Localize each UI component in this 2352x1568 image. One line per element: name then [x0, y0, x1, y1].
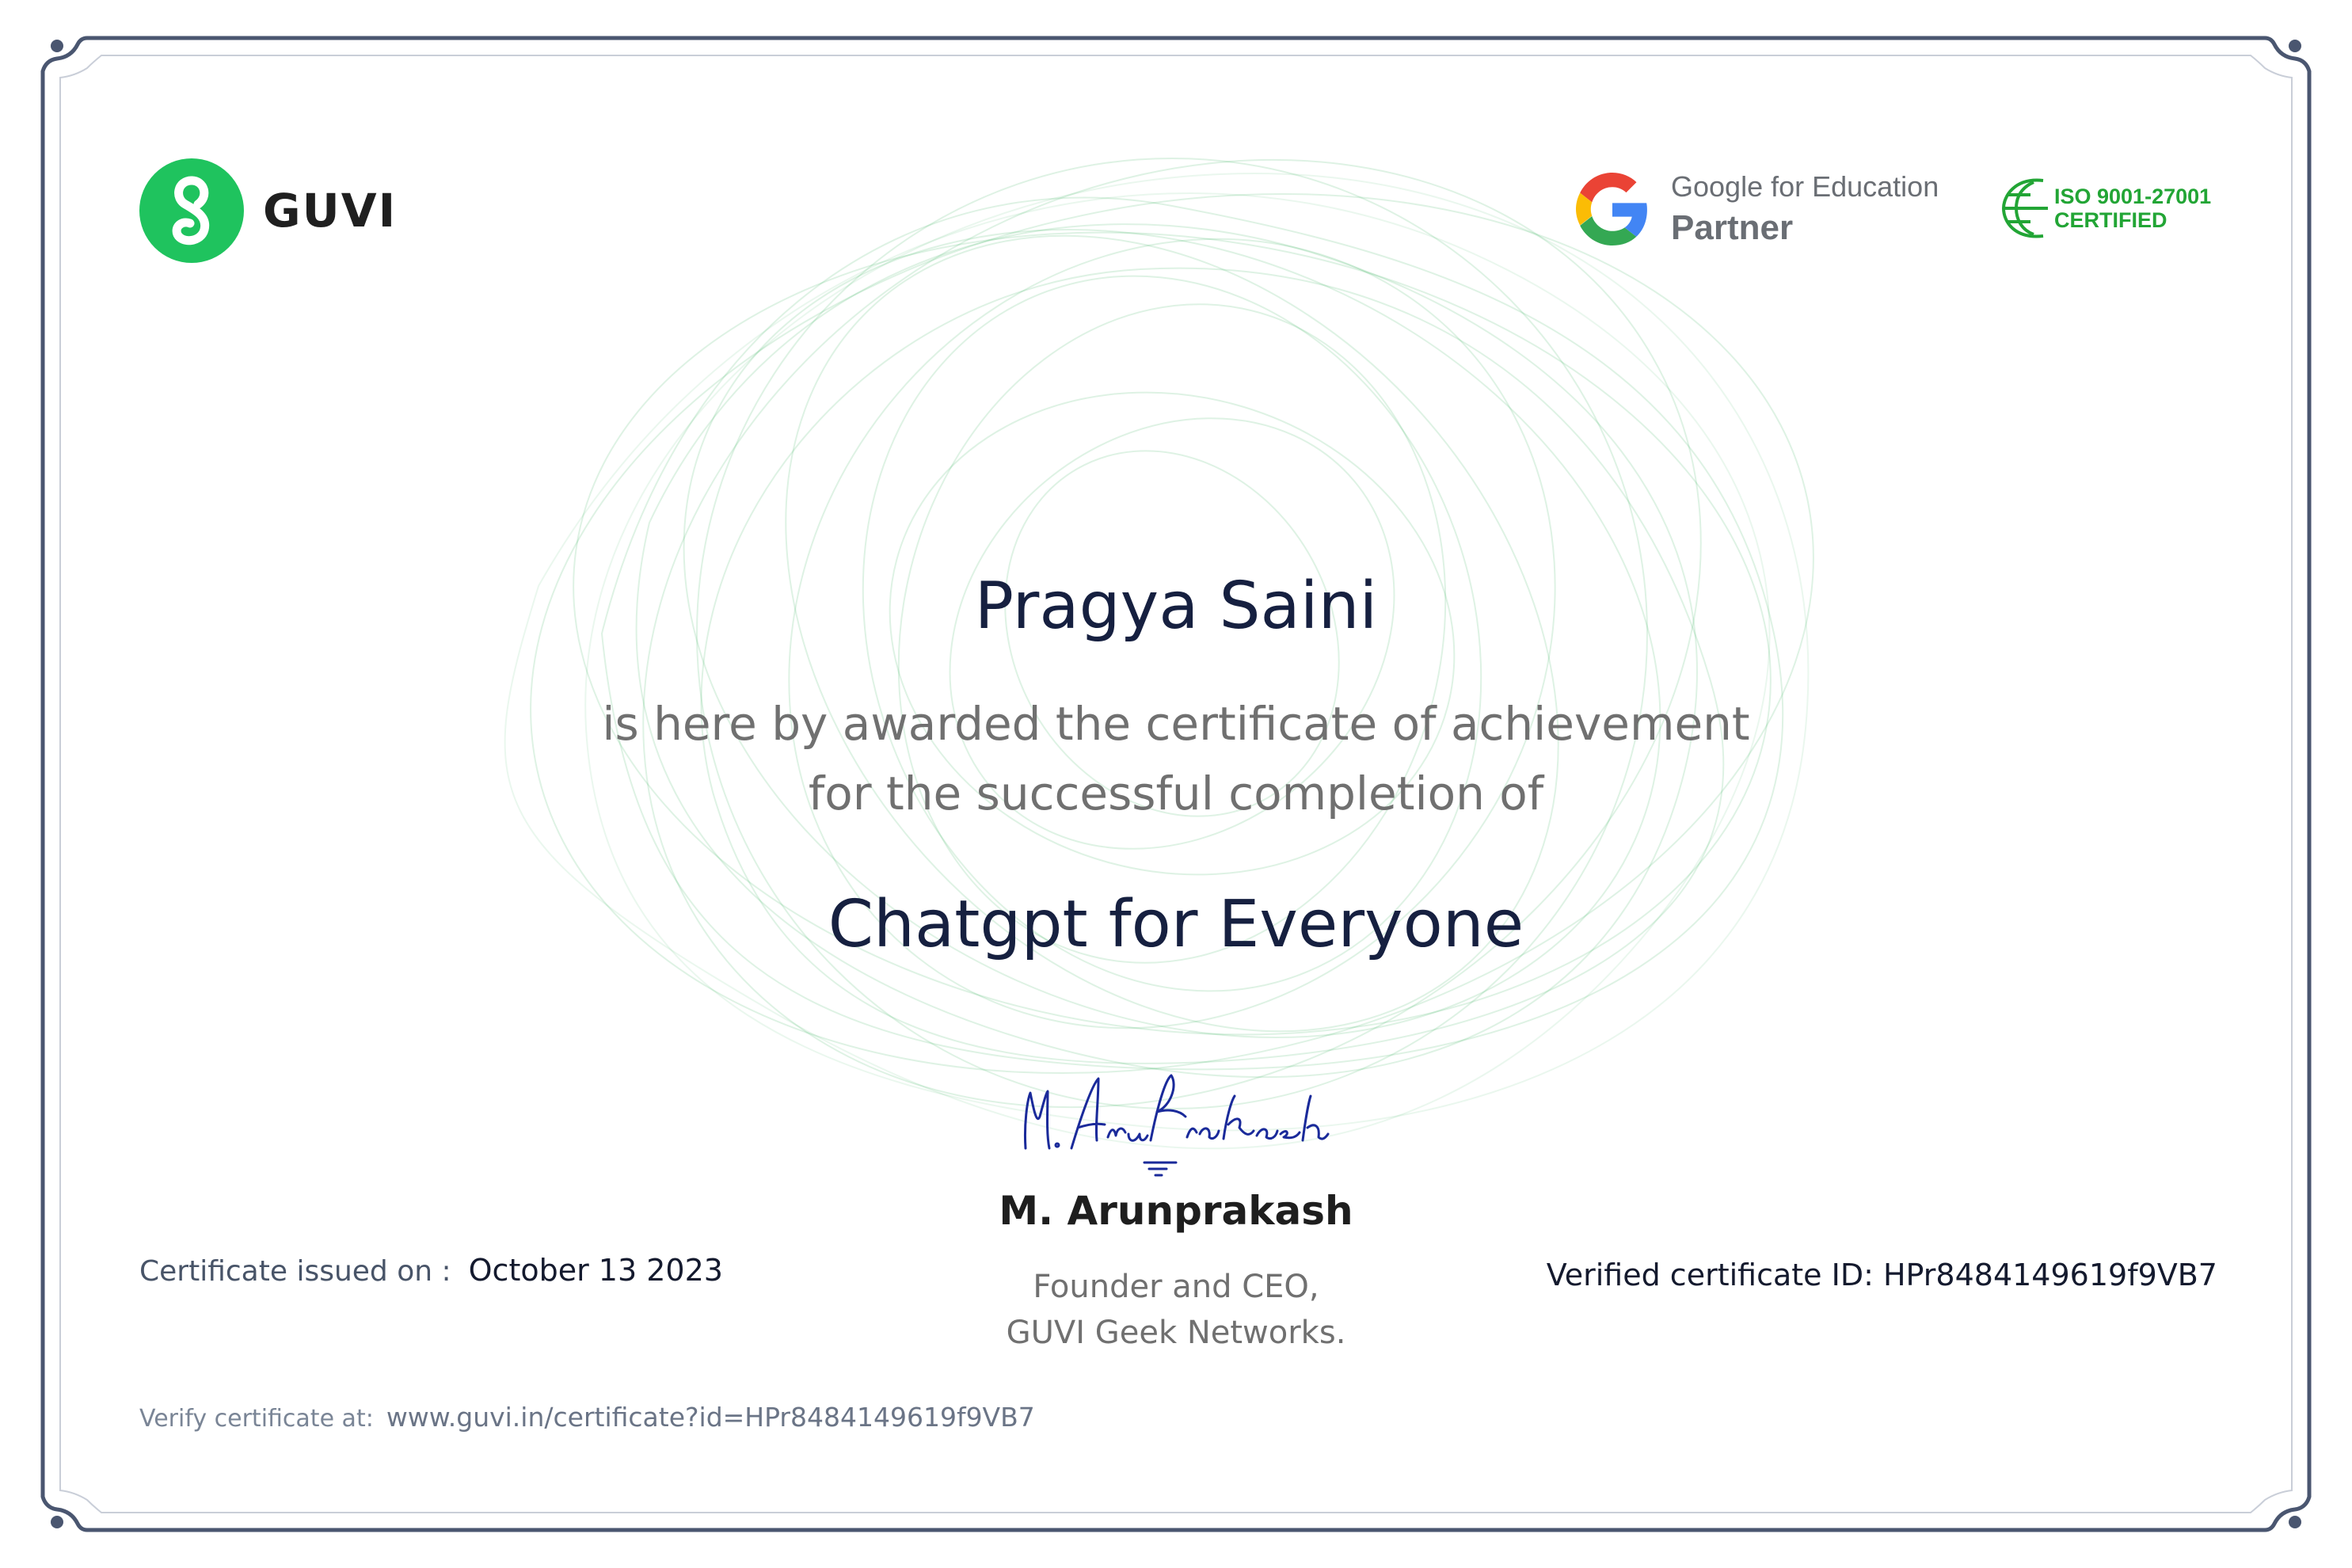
google-partner-badge [1576, 168, 1939, 250]
signatory-title-line2: GUVI Geek Networks. [1006, 1315, 1346, 1351]
signatory-title-line1: Founder and CEO, [1033, 1269, 1319, 1305]
award-line-1: is here by awarded the certificate of achievement [602, 697, 1750, 751]
verify-label: Verify certificate at: [139, 1405, 374, 1433]
google-partner-line2: Partner [1671, 208, 1794, 247]
verify-url-link[interactable]: www.guvi.in/certificate?id=HPr8484149619f9VB7 [386, 1402, 1035, 1433]
verify-block [139, 1402, 1035, 1433]
globe-icon [1999, 173, 2049, 244]
google-g-icon [1576, 173, 1649, 245]
signatory-name: M. Arunprakash [999, 1188, 1353, 1234]
issue-date-block [139, 1253, 723, 1288]
issue-date-value: October 13 2023 [468, 1253, 723, 1288]
course-title: Chatgpt for Everyone [828, 887, 1524, 962]
signature-image [1010, 1061, 1342, 1180]
iso-badge [1999, 173, 2211, 244]
verified-certificate-id: Verified certificate ID: HPr8484149619f9VB7 [1546, 1258, 2217, 1292]
award-line-2: for the successful completion of [808, 767, 1544, 820]
guvi-logo-text: GUVI [263, 184, 398, 238]
guvi-logo [139, 158, 397, 263]
recipient-name: Pragya Saini [974, 569, 1378, 644]
iso-line2: CERTIFIED [2054, 208, 2167, 232]
guvi-logo-icon [139, 158, 244, 263]
award-statement [0, 689, 2352, 828]
iso-line1: ISO 9001-27001 [2054, 185, 2212, 208]
issue-date-label: Certificate issued on : [139, 1255, 451, 1288]
google-partner-line1: Google for Education [1671, 170, 1939, 203]
